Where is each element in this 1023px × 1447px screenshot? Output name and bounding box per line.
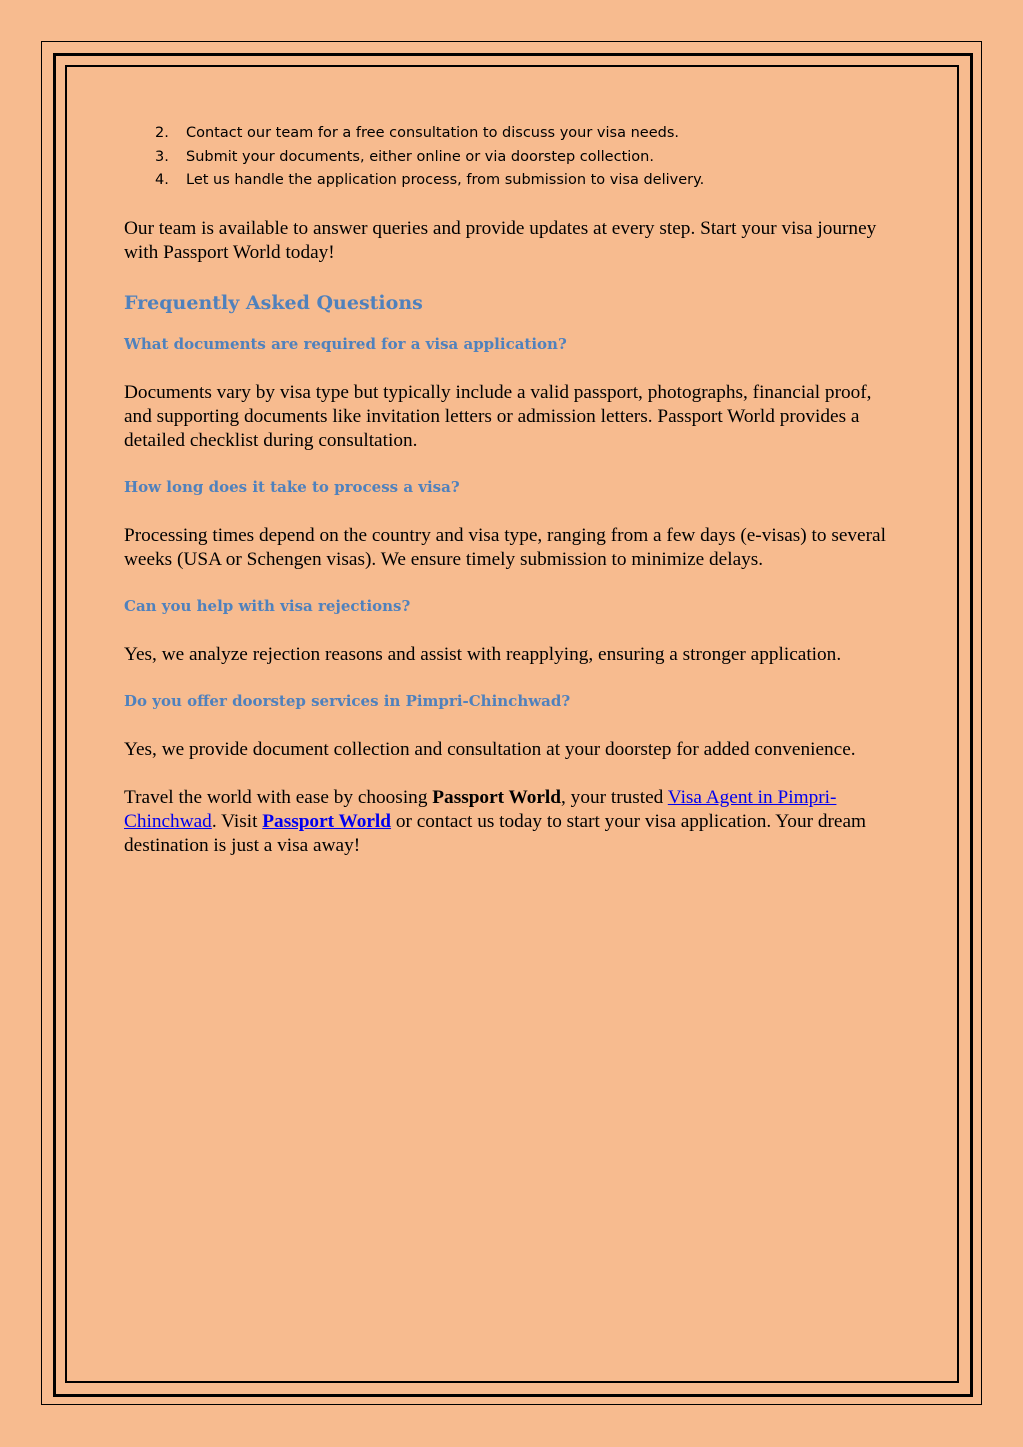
list-item-number: 4. xyxy=(155,172,169,188)
list-item-number: 2. xyxy=(155,125,169,141)
list-item xyxy=(124,122,899,146)
faq-answer: Documents vary by visa type but typically include a valid passport, photographs, financial proof, and supporting documents like invitation letters or admission letters. Passport World provides a detailed checklist during consultation. xyxy=(124,381,872,451)
closing-text: or contact us today to start your visa application. Your dream destination is just a visa away! xyxy=(124,810,867,856)
list-item-text: Let us handle the application process, from submission to visa delivery. xyxy=(186,172,705,188)
list-item-text: Submit your documents, either online or via doorstep collection. xyxy=(186,148,654,165)
faq-question: How long does it take to process a visa? xyxy=(124,477,460,496)
list-item xyxy=(124,146,899,170)
list-item xyxy=(124,169,899,193)
visa-agent-link[interactable]: Visa Agent in Pimpri-Chinchwad xyxy=(124,786,837,832)
brand-name: Passport World xyxy=(432,786,562,808)
list-item-text: Contact our team for a free consultation to discuss your visa needs. xyxy=(186,125,679,141)
list-item-number: 3. xyxy=(155,148,169,165)
faq-question: Do you offer doorstep services in Pimpri-Chinchwad? xyxy=(124,691,571,710)
faq-answer: Processing times depend on the country and visa type, ranging from a few days (e-visas) to several weeks (USA or Schengen visas). We ensure timely submission to minimize delays. xyxy=(124,524,886,570)
faq-answer: Yes, we analyze rejection reasons and assist with reapplying, ensuring a stronger application. xyxy=(124,643,842,665)
faq-question: What documents are required for a visa application? xyxy=(124,334,567,353)
document-content xyxy=(124,122,899,858)
intro-paragraph: Our team is available to answer queries and provide updates at every step. Start your visa journey with Passport World today! xyxy=(124,217,877,263)
passport-world-link[interactable]: Passport World xyxy=(262,810,392,832)
faq-answer: Yes, we provide document collection and consultation at your doorstep for added convenience. xyxy=(124,738,856,760)
faq-question: Can you help with visa rejections? xyxy=(124,596,411,615)
closing-paragraph xyxy=(124,786,899,858)
closing-text: , your trusted xyxy=(561,786,668,808)
closing-text: Travel the world with ease by choosing xyxy=(124,786,433,808)
steps-list xyxy=(124,122,899,193)
faq-heading: Frequently Asked Questions xyxy=(124,291,423,314)
closing-text: . Visit xyxy=(211,810,263,832)
